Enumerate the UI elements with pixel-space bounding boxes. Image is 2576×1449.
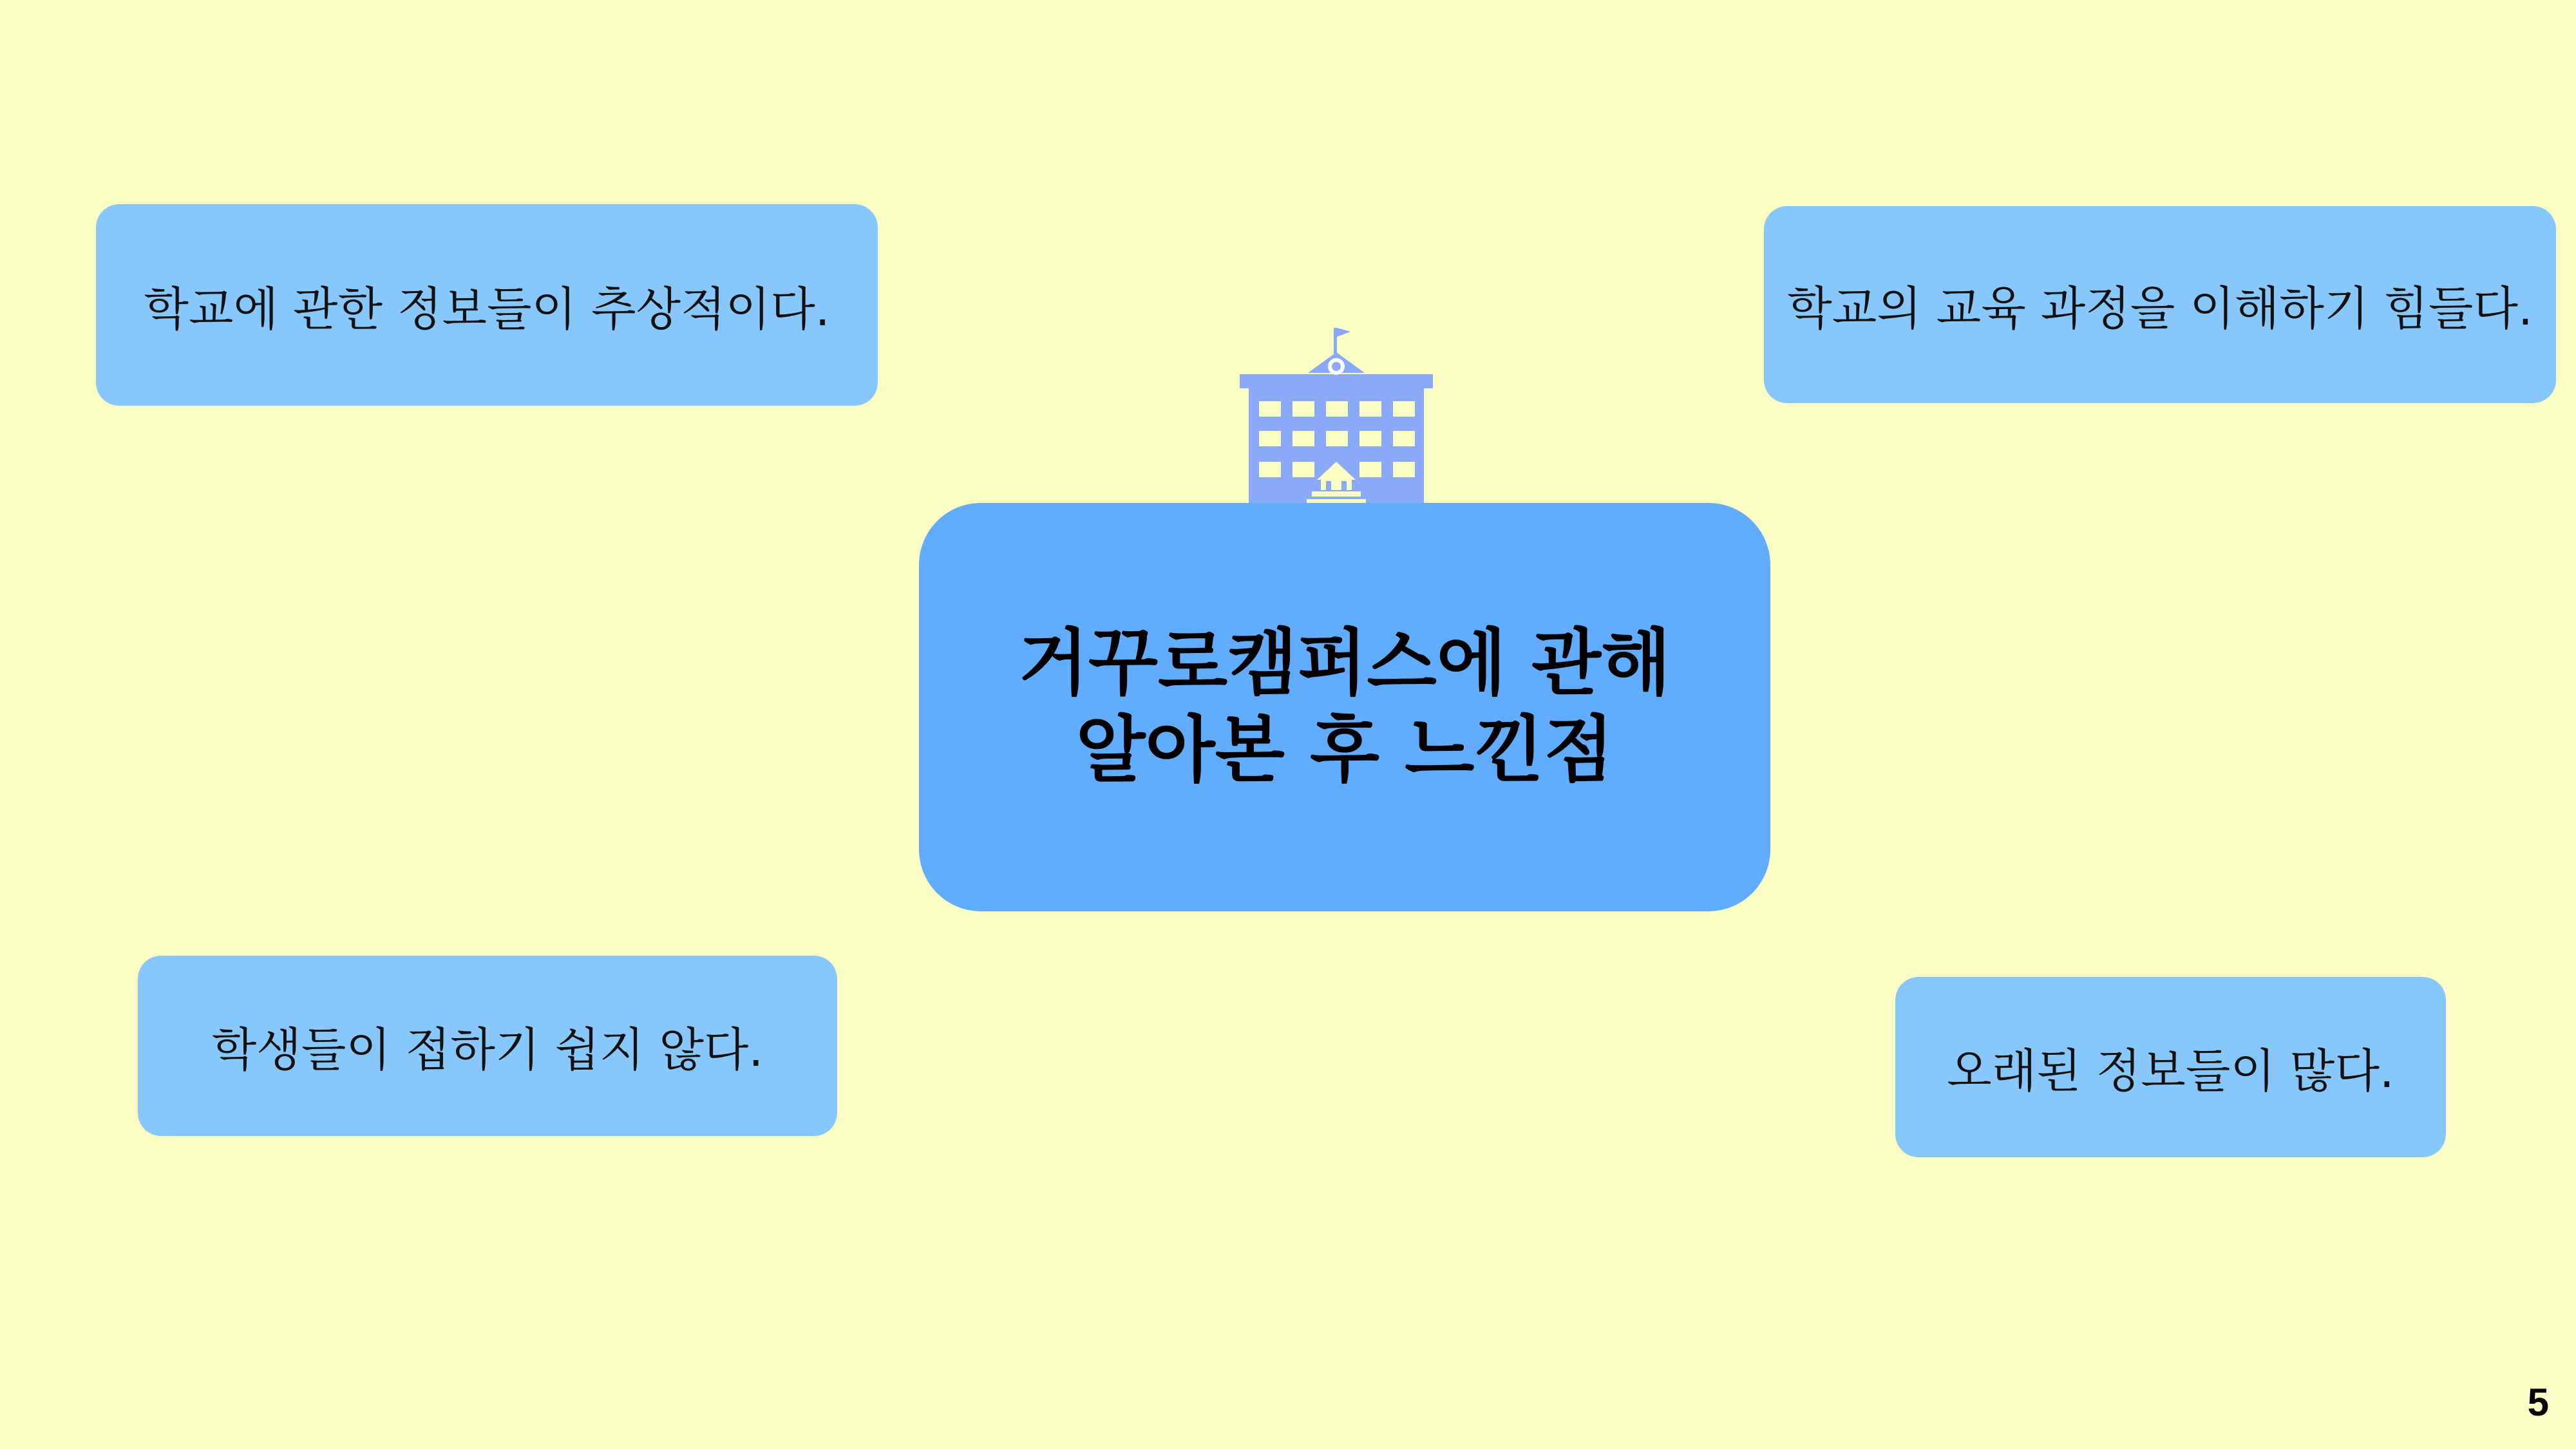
thought-text: 오래된 정보들이 많다. [1947, 1044, 2394, 1098]
central-topic [919, 503, 1770, 911]
central-title-line-2: 알아본 후 느낀점 [1075, 708, 1614, 792]
thought-box-abstract-info [96, 204, 878, 406]
thought-box-outdated-info [1895, 977, 2446, 1157]
thought-text: 학생들이 접하기 쉽지 않다. [211, 1023, 764, 1077]
thought-box-accessibility [138, 956, 837, 1136]
thought-text: 학교의 교육 과정을 이해하기 힘들다. [1787, 281, 2533, 336]
thought-box-curriculum [1764, 206, 2556, 403]
school-building-icon [1240, 319, 1433, 506]
page-number: 5 [2527, 1381, 2549, 1424]
thought-text: 학교에 관한 정보들이 추상적이다. [144, 281, 830, 336]
central-title-line-1: 거꾸로캠퍼스에 관해 [1018, 621, 1671, 705]
